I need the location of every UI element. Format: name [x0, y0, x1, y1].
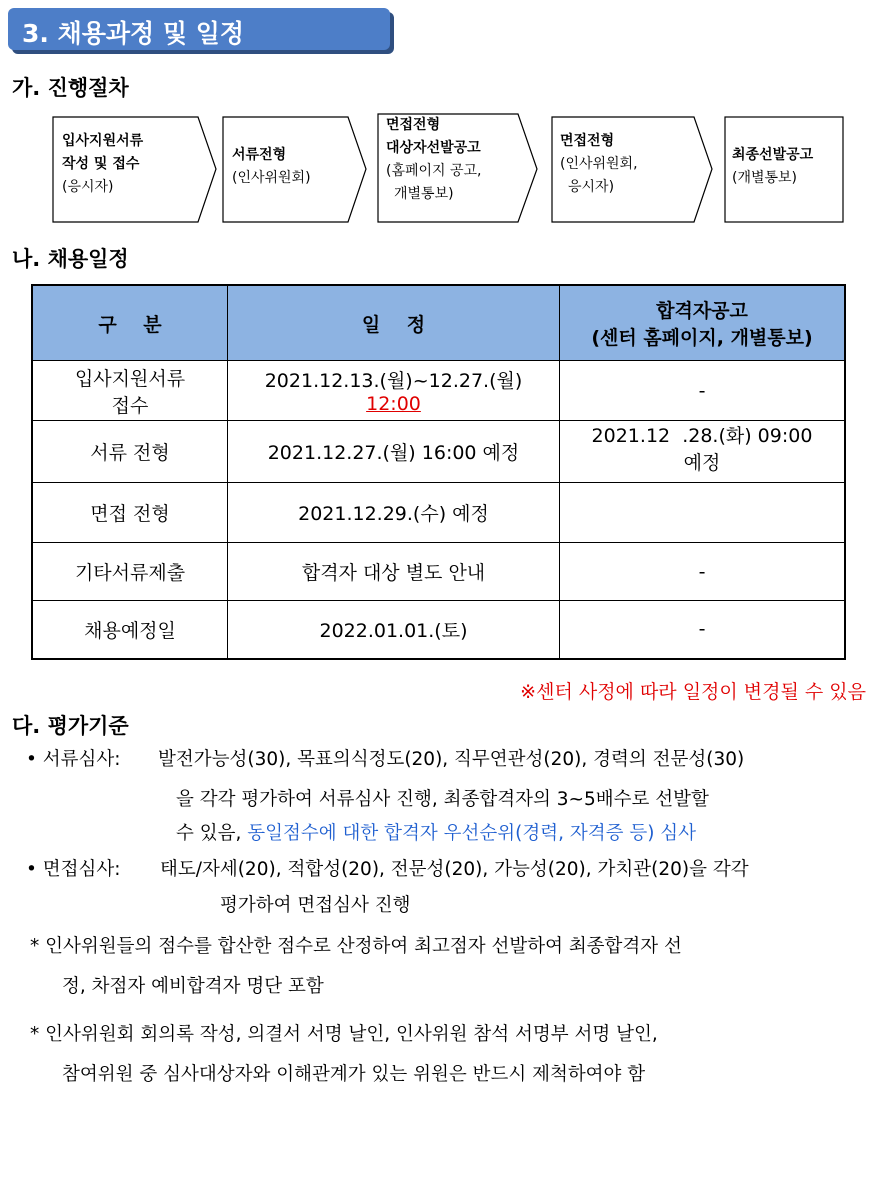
- table-row: [32, 361, 845, 421]
- table-row: [32, 483, 845, 543]
- process-step-1: [62, 130, 143, 199]
- subsection-criteria-title: 다. 평가기준: [12, 714, 129, 738]
- cell-date: 2021.12.29.(수) 예정: [228, 483, 560, 543]
- date-text: 2021.12.13.(월)~12.27.(월): [264, 370, 523, 392]
- section-title: 3. 채용과정 및 일정: [22, 19, 245, 48]
- step3-line1: 면접전형: [386, 117, 441, 133]
- interview-text-1: 태도/자세(20), 적합성(20), 전문성(20), 가능성(20), 가치관(20)을 각각: [160, 859, 749, 880]
- step3-line4: 개별통보): [394, 186, 454, 202]
- final-selection-note-2: 정, 차점자 예비합격자 명단 포함: [62, 976, 324, 997]
- date-deadline-time: 12:00: [366, 393, 421, 415]
- header-category: 구 분: [32, 285, 228, 361]
- header-result: [560, 285, 846, 361]
- cell-result: -: [560, 601, 846, 659]
- subsection-schedule-title: 나. 채용일정: [12, 247, 129, 271]
- committee-note-1: * 인사위원회 회의록 작성, 의결서 서명 날인, 인사위원 참석 서명부 서명 날인,: [30, 1024, 658, 1045]
- process-step-2: [232, 144, 311, 190]
- table-row: [32, 543, 845, 601]
- doc-review-text-3a: 수 있음,: [176, 823, 248, 844]
- table-row: [32, 601, 845, 659]
- step1-line2: 작성 및 접수: [62, 156, 140, 172]
- table-header-row: [32, 285, 845, 361]
- cell-result: 2021.12 .28.(화) 09:00 예정: [560, 421, 846, 483]
- cell-date: 합격자 대상 별도 안내: [228, 543, 560, 601]
- process-step-4: [560, 130, 638, 199]
- process-step-5: [732, 144, 813, 190]
- interview-label: • 면접심사:: [26, 859, 121, 880]
- step3-line2: 대상자선발공고: [386, 140, 481, 156]
- cell-date: 2021.12.27.(월) 16:00 예정: [228, 421, 560, 483]
- doc-review-label: • 서류심사:: [26, 749, 121, 770]
- subsection-process-title: 가. 진행절차: [12, 76, 129, 100]
- doc-review-text-1: 발전가능성(30), 목표의식정도(20), 직무연관성(20), 경력의 전문성(30): [158, 749, 745, 770]
- cell-date: 2022.01.01.(토): [228, 601, 560, 659]
- step2-line2: (인사위원회): [232, 170, 311, 186]
- section-title-box: [8, 8, 390, 50]
- cell-date: [228, 361, 560, 421]
- cell-category: 서류 전형: [32, 421, 228, 483]
- final-selection-note-1: * 인사위원들의 점수를 합산한 점수로 산정하여 최고점자 선발하여 최종합격자 선: [30, 936, 682, 957]
- committee-note-2: 참여위원 중 심사대상자와 이해관계가 있는 위원은 반드시 제척하여야 함: [62, 1064, 646, 1085]
- doc-review-text-2: 을 각각 평가하여 서류심사 진행, 최종합격자의 3~5배수로 선발할: [176, 789, 709, 810]
- doc-review-text-3: [176, 817, 696, 851]
- schedule-change-note: ※센터 사정에 따라 일정이 변경될 수 있음: [520, 681, 866, 703]
- process-step-3: [386, 114, 482, 206]
- cell-category: 기타서류제출: [32, 543, 228, 601]
- header-date: 일 정: [228, 285, 560, 361]
- doc-review-priority-text: 동일점수에 대한 합격자 우선순위(경력, 자격증 등) 심사: [247, 823, 697, 844]
- cell-result: -: [560, 361, 846, 421]
- interview-text-2: 평가하여 면접심사 진행: [220, 895, 411, 916]
- header-result-line2: (센터 홈페이지, 개별통보): [591, 327, 813, 349]
- cell-result: -: [560, 543, 846, 601]
- cell-category: 채용예정일: [32, 601, 228, 659]
- cell-category: 면접 전형: [32, 483, 228, 543]
- header-result-line1: 합격자공고: [656, 300, 748, 322]
- step5-line2: (개별통보): [732, 170, 798, 186]
- step1-line3: (응시자): [62, 179, 114, 195]
- schedule-table: [31, 284, 846, 660]
- process-flow: [0, 112, 878, 227]
- step4-line1: 면접전형: [560, 133, 615, 149]
- cell-result: [560, 483, 846, 543]
- step4-line3: 응시자): [568, 179, 615, 195]
- step1-line1: 입사지원서류: [62, 133, 144, 149]
- step2-line1: 서류전형: [232, 147, 287, 163]
- step5-line1: 최종선발공고: [732, 147, 814, 163]
- step4-line2: (인사위원회,: [560, 156, 638, 172]
- step3-line3: (홈페이지 공고,: [386, 163, 482, 179]
- table-row: [32, 421, 845, 483]
- cell-category: 입사지원서류 접수: [32, 361, 228, 421]
